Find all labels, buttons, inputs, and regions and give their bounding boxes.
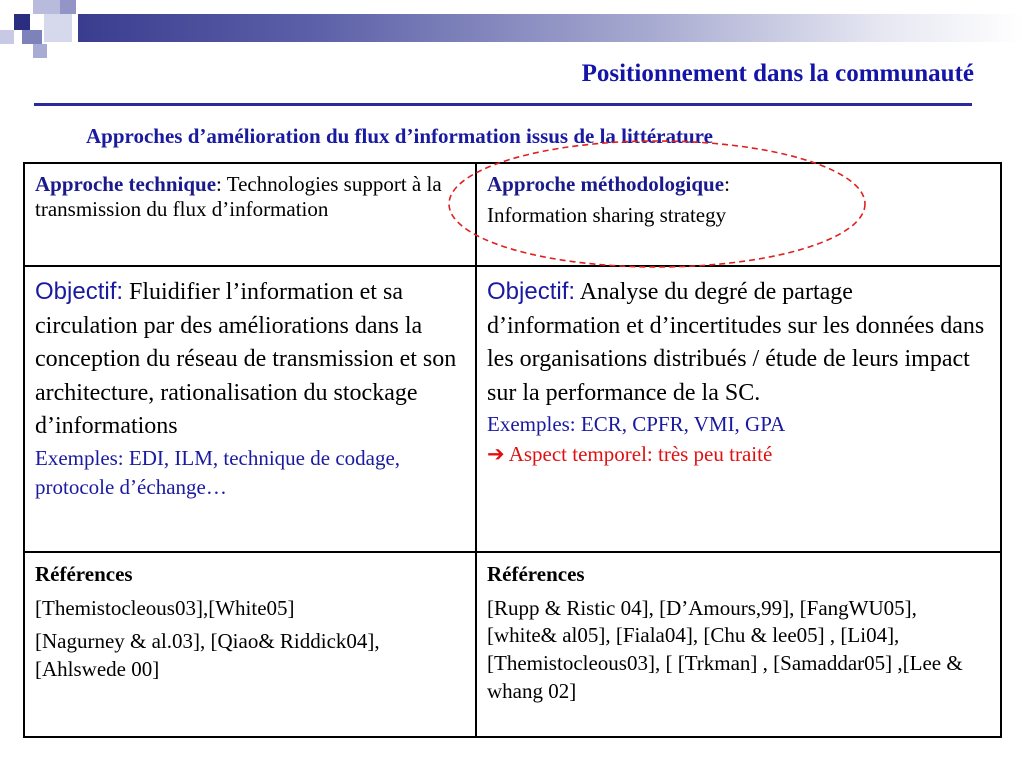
deco-square — [44, 14, 72, 42]
table-row — [24, 552, 1001, 737]
deco-square — [33, 0, 61, 14]
title-underline — [34, 103, 972, 106]
objective-text: Analyse du degré de partage d’information et d’incertitudes sur les données dans les organisations distribués / étude de leurs impact sur la performance de la SC. — [487, 279, 985, 406]
objective-label: Objectif: — [35, 278, 124, 305]
methodological-approach-cell — [476, 163, 1001, 266]
technical-approach-description: : Technologies support à la transmission du flux d’information — [35, 172, 442, 222]
methodological-objective-cell — [476, 266, 1001, 552]
header-gradient-bar — [78, 14, 1024, 42]
methodological-approach-description: Information sharing strategy — [487, 203, 727, 228]
technical-approach-label: Approche technique — [35, 172, 217, 196]
arrow-icon: ➔ — [487, 442, 505, 466]
table-row — [24, 163, 1001, 266]
references-label: Références — [487, 562, 585, 586]
objective-label: Objectif: — [487, 278, 576, 305]
deco-square — [0, 30, 14, 44]
methodological-references-cell — [476, 552, 1001, 737]
table-row — [24, 266, 1001, 552]
technical-approach-cell — [24, 163, 476, 266]
reference-entry: [Rupp & Ristic 04], [D’Amours,99], [FangWU05], [white& al05], [Fiala04], [Chu & lee05] , [Li04], [Themistocleous03], [ [Trkman] , [Samaddar05] ,[Lee & whang 02] — [487, 595, 963, 703]
examples-text: Exemples: ECR, CPFR, VMI, GPA — [487, 412, 786, 437]
deco-square — [14, 14, 30, 30]
comparison-table — [23, 162, 1002, 738]
methodological-approach-label: Approche méthodologique — [487, 172, 725, 196]
technical-objective-cell — [24, 266, 476, 552]
methodological-approach-colon: : — [724, 172, 730, 196]
objective-text: Fluidifier l’information et sa circulation par des améliorations dans la conception du réseau de transmission et son architecture, rationalisation du stockage d’informations — [35, 279, 457, 440]
deco-square — [60, 0, 76, 14]
references-label: Références — [35, 562, 133, 586]
reference-entry: [Nagurney & al.03], [Qiao& Riddick04], [Ahlswede 00] — [35, 629, 380, 682]
technical-references-cell — [24, 552, 476, 737]
page-title: Positionnement dans la communauté — [581, 60, 974, 87]
deco-square — [33, 44, 47, 58]
reference-entry: [Themistocleous03],[White05] — [35, 595, 295, 620]
examples-text: Exemples: EDI, ILM, technique de codage, protocole d’échange… — [35, 445, 401, 500]
temporal-aspect-note: Aspect temporel: très peu traité — [504, 441, 773, 466]
deco-square — [22, 30, 42, 44]
page-subtitle: Approches d’amélioration du flux d’information issus de la littérature — [86, 124, 713, 148]
